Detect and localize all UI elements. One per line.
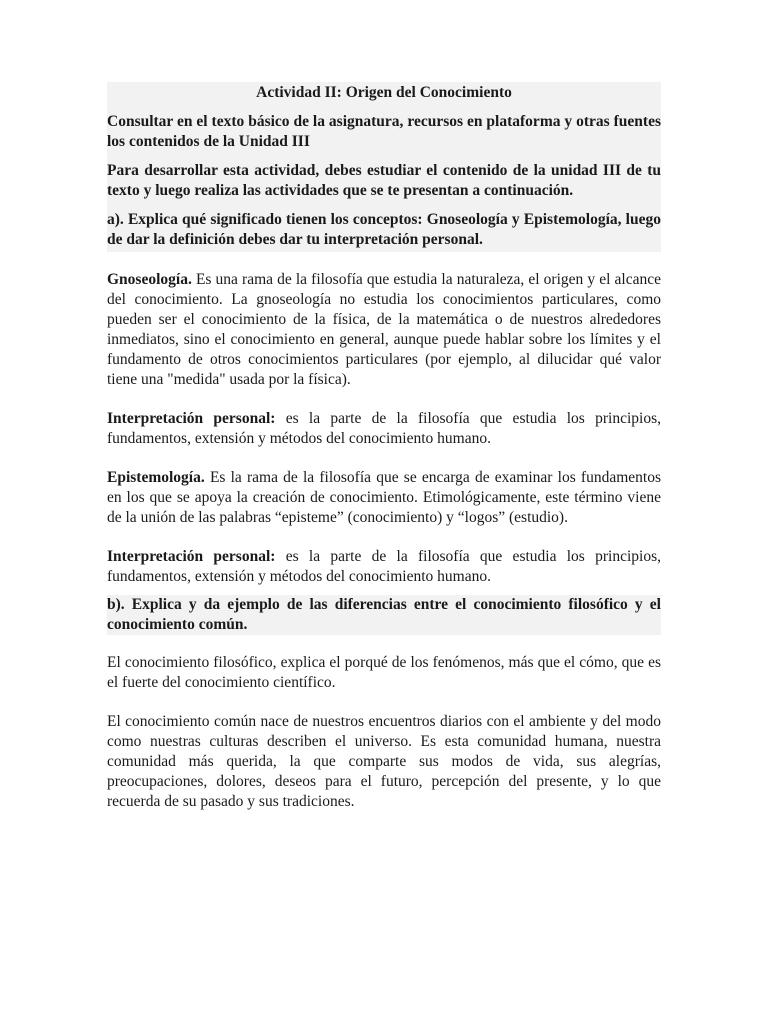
interpretacion-text-2: es la parte de la filosofía que estudia los principios, fundamentos, extensión y métodos del conocimiento humano. xyxy=(107,548,661,585)
instruction-develop: Para desarrollar esta actividad, debes estudiar el contenido de la unidad III de tu texto y luego realiza las actividades que se te presentan a continuación. xyxy=(107,162,661,199)
epistemologia-text: Es la rama de la filosofía que se encarga de examinar los fundamentos en los que se apoya la creación de conocimiento. Etimológicamente, este término viene de la unión de las palabras “episteme” (conocimiento) y “logos” (estudio). xyxy=(107,469,661,526)
interpretacion-term-1: Interpretación personal: xyxy=(107,410,276,427)
gnoseologia-text: Es una rama de la filosofía que estudia la naturaleza, el origen y el alcance del conocimiento. La gnoseología no estudia los conocimientos particulares, como pueden ser el conocimiento de la física, de la matemática o de nuestros alrededores inmediatos, sino el conocimiento en general, aunque puede hablar sobre los límites y el fundamento de otros conocimientos particulares (por ejemplo, al dilucidar qué valor tiene una "medida" usada por la física). xyxy=(107,271,661,388)
epistemologia-paragraph xyxy=(107,468,661,528)
gnoseologia-term: Gnoseología. xyxy=(107,271,192,288)
interpretacion-paragraph-1 xyxy=(107,409,661,449)
question-a: a). Explica qué significado tienen los conceptos: Gnoseología y Epistemología, luego de dar la definición debes dar tu interpretación personal. xyxy=(107,211,661,248)
question-b: b). Explica y da ejemplo de las diferencias entre el conocimiento filosófico y el conocimiento común. xyxy=(107,596,661,633)
document-title: Actividad II: Origen del Conocimiento xyxy=(256,84,512,101)
instruction-consult: Consultar en el texto básico de la asignatura, recursos en plataforma y otras fuentes los contenidos de la Unidad III xyxy=(107,113,661,150)
interpretacion-paragraph-2 xyxy=(107,547,661,587)
interpretacion-term-2: Interpretación personal: xyxy=(107,548,276,565)
gnoseologia-paragraph xyxy=(107,270,661,390)
answer-b-philosophical: El conocimiento filosófico, explica el porqué de los fenómenos, más que el cómo, que es el fuerte del conocimiento científico. xyxy=(107,654,661,691)
epistemologia-term: Epistemología. xyxy=(107,469,205,486)
answer-b-common: El conocimiento común nace de nuestros encuentros diarios con el ambiente y del modo como nuestras culturas describen el universo. Es esta comunidad humana, nuestra comunidad más querida, la que comparte sus modos de vida, sus alegrías, preocupaciones, dolores, deseos para el futuro, percepción del presente, y lo que recuerda de su pasado y sus tradiciones. xyxy=(107,713,661,810)
header-block xyxy=(107,82,661,252)
interpretacion-text-1: es la parte de la filosofía que estudia los principios, fundamentos, extensión y métodos del conocimiento humano. xyxy=(107,410,661,447)
document-page xyxy=(107,82,661,812)
